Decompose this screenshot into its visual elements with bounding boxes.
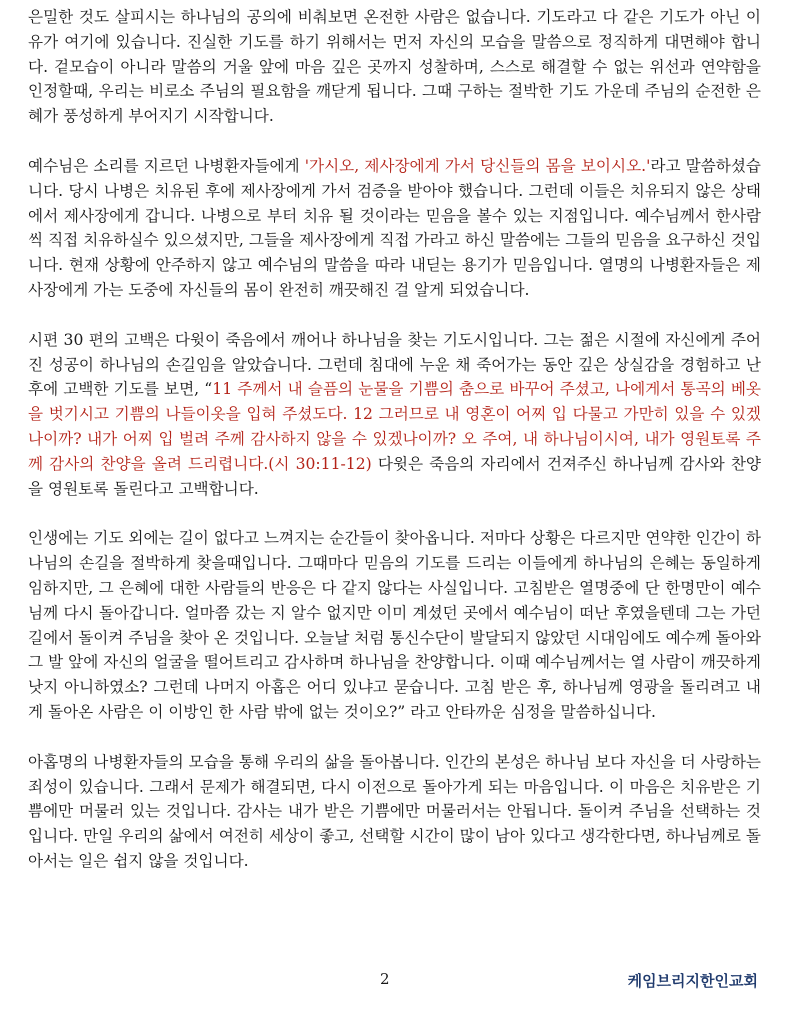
paragraph-2 [28, 154, 761, 303]
paragraph-text: 은밀한 것도 살피시는 하나님의 공의에 비춰보면 온전한 사람은 없습니다. 기도라고 다 같은 기도가 아닌 이유가 여기에 있습니다. 진실한 기도를 하기 위해서는 먼저 자신의 모습을 말씀으로 정직하게 대면해야 합니다. 겉모습이 아니라 말씀의 거울 앞에 마음 깊은 곳까지 성찰하며, 스스로 해결할 수 없는 위선과 연약함을 인정할때, 우리는 비로소 주님의 필요함을 깨닫게 됩니다. 그때 구하는 절박한 기도 가운데 주님의 순전한 은혜가 풍성하게 부어지기 시작합니다. [28, 8, 761, 126]
paragraph-text: 다윗은 죽음의 자리에서 건져주신 하나님께 감사와 찬양을 영원토록 돌린다고 고백합니다. [28, 454, 761, 498]
paragraph-1 [28, 5, 761, 129]
paragraph-text: 아홉명의 나병환자들의 모습을 통해 우리의 삶을 돌아봅니다. 인간의 본성은 하나님 보다 자신을 더 사랑하는 죄성이 있습니다. 그래서 문제가 해결되면, 다시 이전으로 돌아가게 되는 마음입니다. 이 마음은 치유받은 기쁨에만 머물러 있는 것입니다. 감사는 내가 받은 기쁨에만 머물러서는 안됩니다. 돌이켜 주님을 선택하는 것입니다. 만일 우리의 삶에서 여전히 세상이 좋고, 선택할 시간이 많이 남아 있다고 생각한다면, 하나님께로 돌아서는 일은 쉽지 않을 것입니다. [28, 752, 761, 870]
paragraph-text: 예수님은 소리를 지르던 나병환자들에게 [28, 156, 305, 175]
scripture-quote: 11 주께서 내 슬픔의 눈물을 기쁨의 춤으로 바꾸어 주셨고, 나에게서 통곡의 베옷을 벗기시고 기쁨의 나들이옷을 입혀 주셨도다. 12 그러므로 내 영혼이 어찌 입 다물고 가만히 있을 수 있겠나이까? 내가 어찌 입 벌려 주께 감사하지 않을 수 있겠나이까? 오 주여, 내 하나님이시여, 내가 영원토록 주께 감사의 찬양을 올려 드리렵니다.(시 30:11-12) [28, 380, 761, 473]
paragraph-3 [28, 328, 761, 502]
document-body [28, 5, 761, 899]
paragraph-text: 인생에는 기도 외에는 길이 없다고 느껴지는 순간들이 찾아옵니다. 저마다 상황은 다르지만 연약한 인간이 하나님의 손길을 절박하게 찾을때입니다. 그때마다 믿음의 기도를 드리는 이들에게 하나님의 은혜는 동일하게 임하지만, 그 은혜에 대한 사람들의 반응은 다 같지 않다는 사실입니다. 고침받은 열명중에 단 한명만이 예수님께 다시 돌아갑니다. 얼마쯤 갔는 지 알수 없지만 이미 계셨던 곳에서 예수님이 떠난 후였을텐데 그는 가던 길에서 돌이켜 주님을 찾아 온 것입니다. 오늘날 처럼 통신수단이 발달되지 않았던 시대임에도 예수께 돌아와 그 발 앞에 자신의 얼굴을 떨어트리고 감사하며 하나님을 찬양합니다. 이때 예수님께서는 열 사람이 깨끗하게 낫지 아니하였소? 그런데 나머지 아홉은 어디 있냐고 묻습니다. 고침 받은 후, 하나님께 영광을 돌리려고 내게 돌아온 사람은 이 이방인 한 사람 밖에 없는 것이오?” 라고 안타까운 심정을 말씀하십니다. [28, 529, 761, 721]
church-name: 케임브리지한인교회 [627, 972, 758, 990]
paragraph-4 [28, 526, 761, 724]
paragraph-text: 라고 말씀하셨습니다. 당시 나병은 치유된 후에 제사장에게 가서 검증을 받아야 했습니다. 그런데 이들은 치유되지 않은 상태에서 제사장에게 갑니다. 나병으로 부터 치유 될 것이라는 믿음을 볼수 있는 지점입니다. 예수님께서 한사람씩 직접 치유하실수 있으셨지만, 그들을 제사장에게 직접 가라고 하신 말씀에는 그들의 믿음을 요구하신 것입니다. 현재 상황에 안주하지 않고 예수님의 말씀을 따라 내딛는 용기가 믿음입니다. 열명의 나병환자들은 제사장에게 가는 도중에 자신들의 몸이 완전히 깨끗해진 걸 알게 되었습니다. [28, 156, 761, 299]
paragraph-5 [28, 750, 761, 874]
page-number: 2 [380, 970, 390, 988]
scripture-quote: '가시오, 제사장에게 가서 당신들의 몸을 보이시오.' [304, 156, 651, 175]
paragraph-text: 시편 30 편의 고백은 다윗이 죽음에서 깨어나 하나님을 찾는 기도시입니다. 그는 젊은 시절에 자신에게 주어진 성공이 하나님의 손길임을 알았습니다. 그런데 침대에 누운 채 죽어가는 동안 깊은 상실감을 경험하고 난 후에 고백한 기도를 보면, “ [28, 330, 761, 399]
